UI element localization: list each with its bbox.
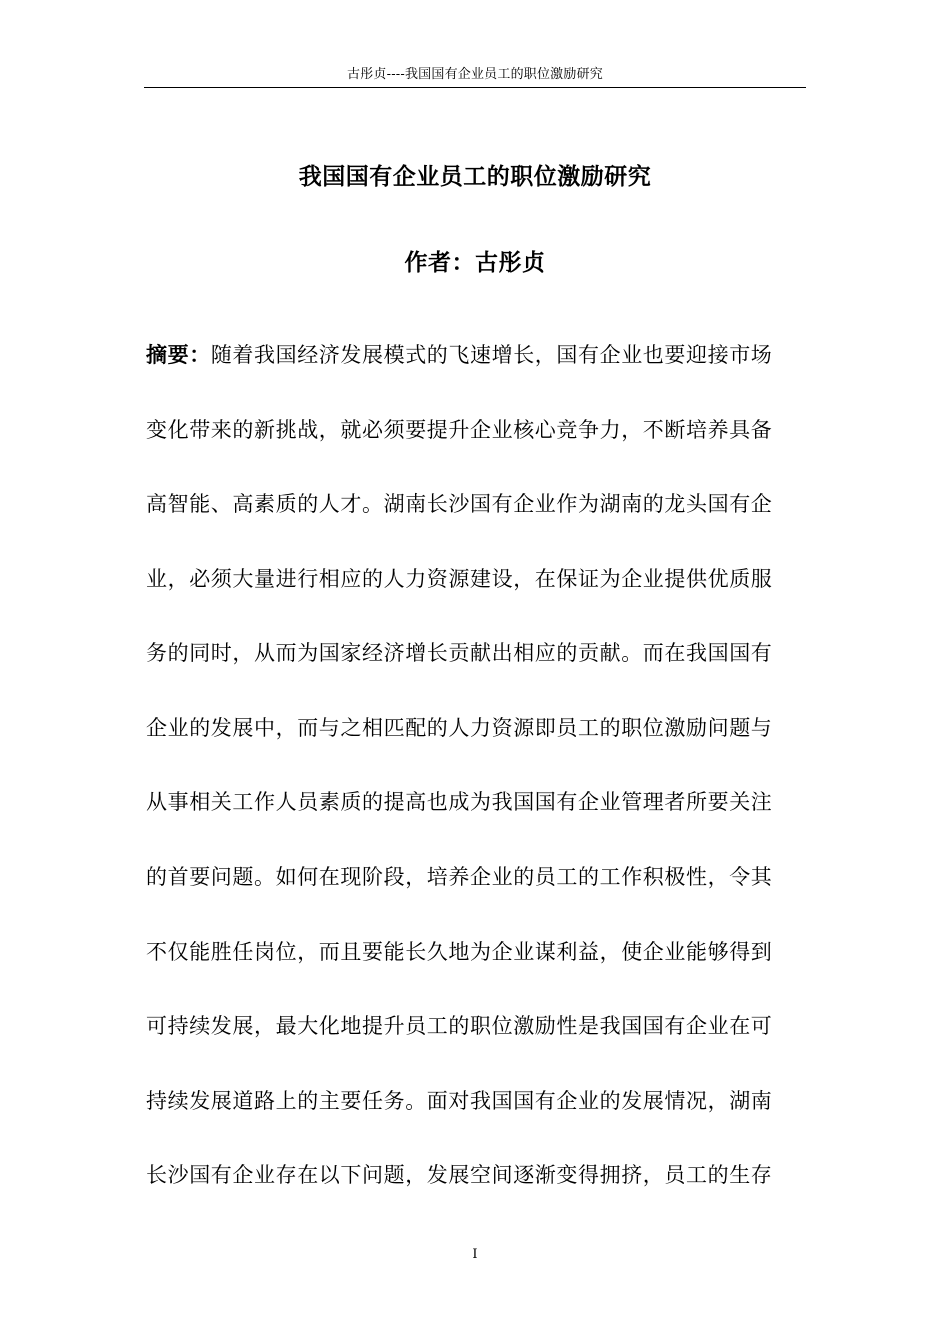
abstract-line-2: 变化带来的新挑战，就必须要提升企业核心竞争力，不断培养具备	[146, 418, 773, 442]
abstract-line-10: 可持续发展，最大化地提升员工的职位激励性是我国国有企业在可	[146, 1014, 773, 1038]
running-header: 古彤贞----我国国有企业员工的职位激励研究	[347, 67, 603, 82]
abstract-line-12: 长沙国有企业存在以下问题，发展空间逐渐变得拥挤，员工的生存	[146, 1163, 773, 1187]
abstract-text: 随着我国经济发展模式的飞速增长，国有企业也要迎接市场	[210, 343, 773, 367]
abstract-label: 摘要：	[146, 342, 211, 367]
abstract-line-6: 企业的发展中，而与之相匹配的人力资源即员工的职位激励问题与	[146, 716, 773, 740]
author-line: 作者：古彤贞	[404, 249, 546, 276]
abstract-line-9: 不仅能胜任岗位，而且要能长久地为企业谋利益，使企业能够得到	[146, 940, 773, 964]
abstract-line-5: 务的同时，从而为国家经济增长贡献出相应的贡献。而在我国国有	[146, 641, 773, 665]
document-title: 我国国有企业员工的职位激励研究	[298, 163, 652, 190]
abstract-line-7: 从事相关工作人员素质的提高也成为我国国有企业管理者所要关注	[146, 790, 773, 814]
abstract-line-1	[146, 341, 808, 369]
abstract-line-8: 的首要问题。如何在现阶段，培养企业的员工的工作积极性，令其	[146, 865, 773, 889]
abstract-line-3: 高智能、高素质的人才。湖南长沙国有企业作为湖南的龙头国有企	[146, 492, 773, 516]
page-number: I	[472, 1247, 478, 1262]
abstract-line-11: 持续发展道路上的主要任务。面对我国国有企业的发展情况，湖南	[146, 1089, 773, 1113]
header-rule	[144, 87, 806, 88]
abstract-line-4: 业，必须大量进行相应的人力资源建设，在保证为企业提供优质服	[146, 567, 773, 591]
